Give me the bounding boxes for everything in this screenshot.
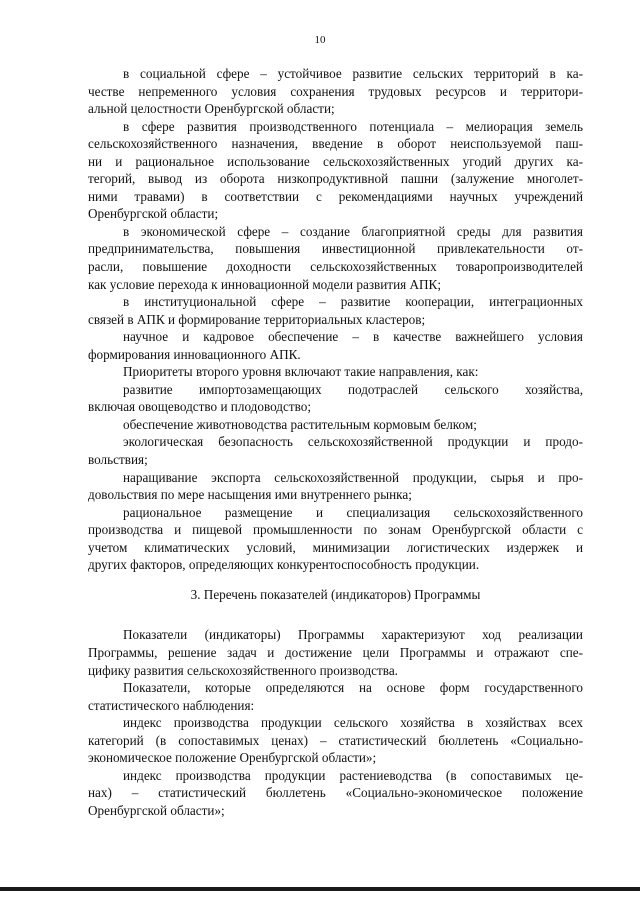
text-line: экономическое положение Оренбургской области»;	[88, 750, 377, 766]
paragraph-livestock-protein	[88, 416, 583, 434]
text-line: формирования инновационного АПК.	[88, 346, 301, 362]
text-line: в социальной сфере – устойчивое развитие сельских территорий в ка-	[123, 66, 583, 81]
text-line: развитие импортозамещающих подотраслей сельского хозяйства,	[123, 381, 583, 397]
text-line: статистического наблюдения:	[88, 697, 255, 713]
bottom-edge-rule	[0, 887, 640, 891]
text-line: научное и кадровое обеспечение – в качестве важнейшего условия	[123, 329, 583, 345]
text-line: цифику развития сельскохозяйственного производства.	[88, 662, 398, 678]
text-line: учетом климатических условий, минимизации логистических издержек и	[88, 539, 583, 555]
text-line: Оренбургской области»;	[88, 802, 225, 818]
text-line: тегорий, вывод из оборота низкопродуктивной пашни (залужение многолет-	[88, 171, 583, 187]
text-line: включая овощеводство и плодоводство;	[88, 399, 312, 415]
text-line: сельскохозяйственного назначения, введение в оборот неиспользуемой паш-	[88, 136, 583, 152]
paragraph-second-level-priorities	[88, 363, 583, 381]
text-line: Приоритеты второго уровня включают такие направления, как:	[123, 364, 479, 380]
paragraph-import-substitution	[88, 381, 583, 416]
paragraph-production-potential	[88, 118, 583, 223]
text-line: Показатели, которые определяются на основе форм государственного	[123, 680, 583, 696]
document-body	[88, 65, 583, 819]
text-line: обеспечение животноводства растительным кормовым белком;	[123, 416, 477, 432]
text-line: вольствия;	[88, 452, 148, 468]
text-line: довольствия по мере насыщения ими внутреннего рынка;	[88, 487, 412, 503]
text-line: ними травами) в соответствии с рекомендациями научных учреждений	[88, 188, 583, 204]
text-line: ни и рациональное использование сельскохозяйственных угодий других ка-	[88, 153, 583, 169]
paragraph-economic-sphere	[88, 223, 583, 293]
text-line: нах) – статистический бюллетень «Социально-экономическое положение	[88, 785, 583, 801]
text-line: Показатели (индикаторы) Программы характеризуют ход реализации	[123, 627, 583, 643]
text-line: категорий (в сопоставимых ценах) – статистический бюллетень «Социально-	[88, 732, 583, 748]
page-number: 10	[314, 34, 326, 46]
text-line: альной целостности Оренбургской области;	[88, 101, 335, 117]
paragraph-scientific-support	[88, 328, 583, 363]
text-line: рациональное размещение и специализация сельскохозяйственного	[123, 504, 583, 520]
text-line: других факторов, определяющих конкурентоспособность продукции.	[88, 557, 480, 573]
text-line: в экономической сфере – создание благоприятной среды для развития	[123, 223, 583, 239]
text-line: в сфере развития производственного потенциала – мелиорация земель	[123, 118, 583, 134]
text-line: Оренбургской области;	[88, 206, 219, 222]
paragraph-institutional-sphere	[88, 293, 583, 328]
text-line: индекс производства продукции сельского хозяйства в хозяйствах всех	[123, 715, 583, 731]
paragraph-agriculture-index	[88, 714, 583, 767]
paragraph-rational-placement	[88, 504, 583, 574]
text-line: расли, повышение доходности сельскохозяйственных товаропроизводителей	[88, 259, 583, 275]
paragraph-social-sphere	[88, 65, 583, 118]
paragraph-ecological-safety	[88, 433, 583, 468]
text-line: экологическая безопасность сельскохозяйственной продукции и продо-	[123, 434, 583, 450]
text-line: производства и пищевой промышленности по зонам Оренбургской области с	[88, 522, 583, 538]
paragraph-indicators-description	[88, 626, 583, 679]
text-line: предпринимательства, повышения инвестиционной привлекательности от-	[88, 241, 583, 257]
text-line: Программы, решение задач и достижение цели Программы и отражают спе-	[88, 644, 583, 660]
text-line: честве непременного условия сохранения трудовых ресурсов и территори-	[88, 83, 583, 99]
text-line: как условие перехода к инновационной модели развития АПК;	[88, 276, 442, 292]
section-heading: 3. Перечень показателей (индикаторов) Программы	[190, 586, 481, 602]
paragraph-statistical-indicators	[88, 679, 583, 714]
text-line: связей в АПК и формирование территориальных кластеров;	[88, 311, 426, 327]
text-line: индекс производства продукции растениеводства (в сопоставимых це-	[123, 767, 583, 783]
text-line: в институциональной сфере – развитие кооперации, интеграционных	[123, 294, 583, 310]
paragraph-crop-index	[88, 767, 583, 820]
paragraph-export-growth	[88, 469, 583, 504]
text-line: наращивание экспорта сельскохозяйственной продукции, сырья и про-	[123, 469, 583, 485]
